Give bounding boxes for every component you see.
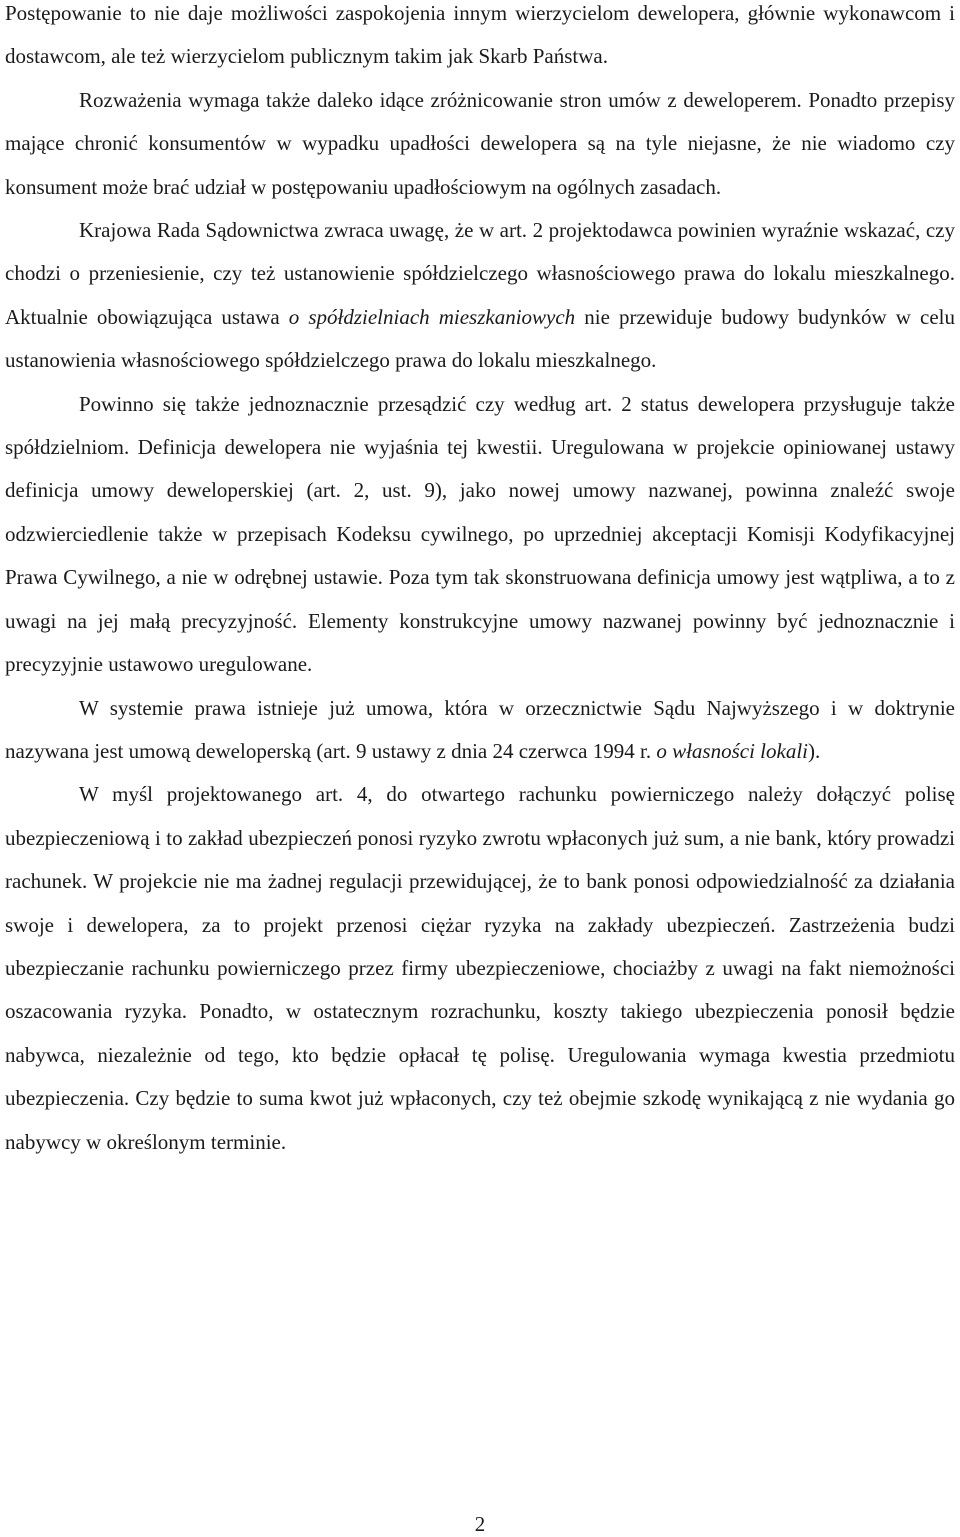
paragraph-5-text-b: ). <box>808 738 821 763</box>
document-page <box>5 0 955 1164</box>
paragraph-3-text-b: nie przewiduje budowy budynków w celu ustanowienia własnościowego spółdzielczego prawa do lokalu mieszkalnego. <box>5 304 955 373</box>
paragraph-2: Rozważenia wymaga także daleko idące zróżnicowanie stron umów z deweloperem. Ponadto przepisy mające chronić konsumentów w wypadku upadłości dewelopera są na tyle niejasne, że nie wiadomo czy konsument może brać udział w postępowaniu upadłościowym na ogólnych zasadach. <box>5 87 955 199</box>
paragraph-5-italic-title: o własności lokali <box>656 738 809 763</box>
paragraph-5 <box>5 687 955 774</box>
paragraph-1: Postępowanie to nie daje możliwości zaspokojenia innym wierzycielom dewelopera, głównie wykonawcom i dostawcom, ale też wierzycielom publicznym takim jak Skarb Państwa. <box>5 1 955 69</box>
paragraph-5-text-a: W systemie prawa istnieje już umowa, która w orzecznictwie Sądu Najwyższego i w doktrynie nazywana jest umową deweloperską (art. 9 ustawy z dnia 24 czerwca 1994 r. <box>5 695 955 763</box>
paragraph-3-text-a: Krajowa Rada Sądownictwa zwraca uwagę, że w art. 2 projektodawca powinien wyraźnie wskazać, czy chodzi o przeniesienie, czy też ustanowienie spółdzielczego własnościowego prawa do lokalu mieszkalnego. Aktualnie obowiązująca ustawa <box>5 218 955 329</box>
paragraph-3-italic-title: o spółdzielniach mieszkaniowych <box>288 304 576 329</box>
page-number: 2 <box>474 1512 486 1536</box>
paragraph-3 <box>5 209 955 383</box>
paragraph-6: W myśl projektowanego art. 4, do otwartego rachunku powierniczego należy dołączyć polisę ubezpieczeniową i to zakład ubezpieczeń ponosi ryzyko zwrotu wpłaconych już sum, a nie bank, który prowadzi rachunek. W projekcie nie ma żadnej regulacji przewidującej, że to bank ponosi odpowiedzialność za działania swoje i dewelopera, za to projekt przenosi ciężar ryzyka na zakłady ubezpieczeń. Zastrzeżenia budzi ubezpieczanie rachunku powierniczego przez firmy ubezpieczeniowe, chociażby z uwagi na fakt niemożności oszacowania ryzyka. Ponadto, w ostatecznym rozrachunku, koszty takiego ubezpieczenia ponosił będzie nabywca, niezależnie od tego, kto będzie opłacał tę polisę. Uregulowania wymaga kwestia przedmiotu ubezpieczenia. Czy będzie to suma kwot już wpłaconych, czy też obejmie szkodę wynikającą z nie wydania go nabywcy w określonym terminie. <box>5 782 955 1154</box>
paragraph-4: Powinno się także jednoznacznie przesądzić czy według art. 2 status dewelopera przysługuje także spółdzielniom. Definicja dewelopera nie wyjaśnia tej kwestii. Uregulowana w projekcie opiniowanej ustawy definicja umowy deweloperskiej (art. 2, ust. 9), jako nowej umowy nazwanej, powinna znaleźć swoje odzwierciedlenie także w przepisach Kodeksu cywilnego, po uprzedniej akceptacji Komisji Kodyfikacyjnej Prawa Cywilnego, a nie w odrębnej ustawie. Poza tym tak skonstruowana definicja umowy jest wątpliwa, a to z uwagi na jej małą precyzyjność. Elementy konstrukcyjne umowy nazwanej powinny być jednoznacznie i precyzyjnie ustawowo uregulowane. <box>5 391 955 677</box>
